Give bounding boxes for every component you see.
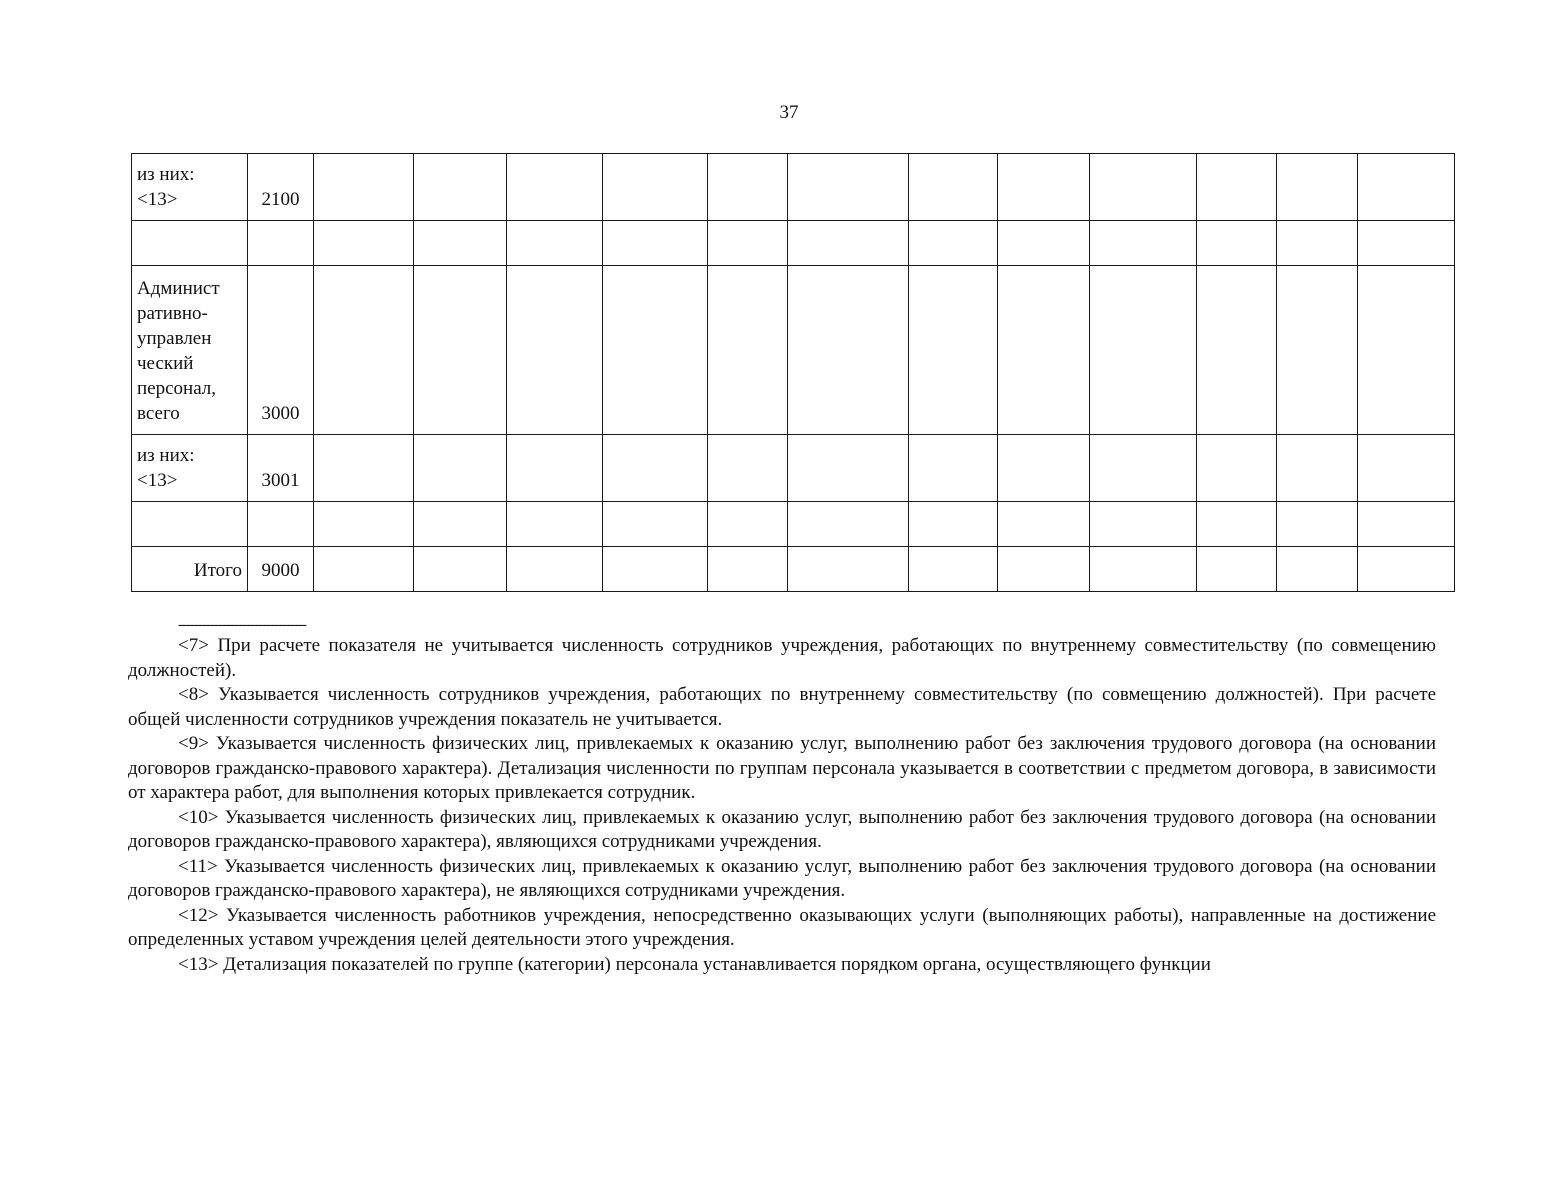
empty-cell — [507, 435, 603, 502]
footnote-12: <12> Указывается численность работников учреждения, непосредственно оказывающих услуги (выполняющих работы), направленные на достижение определенных уставом учреждения целей деятельности этого учреждения. — [128, 904, 1436, 950]
empty-cell — [1090, 435, 1197, 502]
row-label-line: <13> — [137, 470, 178, 491]
empty-cell — [1090, 221, 1197, 266]
empty-cell — [708, 547, 788, 592]
empty-cell — [1358, 154, 1455, 221]
empty-cell — [507, 266, 603, 435]
row-code: 3000 — [248, 266, 314, 435]
row-code: 3001 — [248, 435, 314, 502]
empty-cell — [414, 266, 507, 435]
empty-cell — [1197, 547, 1277, 592]
empty-cell — [314, 435, 414, 502]
empty-cell — [909, 547, 998, 592]
empty-cell — [603, 547, 708, 592]
row-label — [132, 154, 248, 221]
empty-cell — [788, 547, 909, 592]
empty-cell — [1358, 502, 1455, 547]
empty-cell — [1090, 502, 1197, 547]
empty-cell — [1277, 502, 1358, 547]
empty-cell — [708, 154, 788, 221]
empty-cell — [1358, 547, 1455, 592]
row-code: 9000 — [248, 547, 314, 592]
footnote-7: <7> При расчете показателя не учитывается численность сотрудников учреждения, работающих по внутреннему совместительству (по совмещению должностей). — [128, 635, 1436, 681]
footnotes — [128, 618, 1436, 977]
empty-cell — [1358, 221, 1455, 266]
empty-cell — [1277, 221, 1358, 266]
empty-cell — [414, 502, 507, 547]
page-number: 37 — [779, 102, 799, 123]
empty-cell — [507, 221, 603, 266]
footnote-8: <8> Указывается численность сотрудников учреждения, работающих по внутреннему совместительству (по совмещению должностей). При расчете общей численности сотрудников учреждения показатель не учитывается. — [128, 684, 1436, 730]
row-label-line: управлен — [137, 328, 212, 349]
table-row — [132, 154, 1455, 221]
empty-cell — [788, 266, 909, 435]
footnote-9: <9> Указывается численность физических лиц, привлекаемых к оказанию услуг, выполнению работ без заключения трудового договора (на основании договоров гражданско-правового характера). Детализация численности по группам персонала указывается в соответствии с предметом договора, в зависимости от характера работ, для выполнения которых привлекается сотрудник. — [128, 733, 1436, 803]
empty-cell — [788, 154, 909, 221]
row-label — [132, 502, 248, 547]
empty-cell — [998, 502, 1090, 547]
empty-cell — [314, 547, 414, 592]
row-label-line: из них: — [137, 445, 195, 466]
empty-cell — [1090, 266, 1197, 435]
footnote-13: <13> Детализация показателей по группе (категории) персонала устанавливается порядком органа, осуществляющего функции — [178, 953, 1211, 975]
empty-cell — [1277, 435, 1358, 502]
empty-cell — [603, 435, 708, 502]
row-label-line: <13> — [137, 189, 178, 210]
empty-cell — [788, 435, 909, 502]
empty-cell — [603, 266, 708, 435]
row-label — [132, 221, 248, 266]
empty-cell — [314, 266, 414, 435]
row-label-line: Админист — [137, 278, 220, 299]
empty-cell — [909, 154, 998, 221]
row-code: 2100 — [248, 154, 314, 221]
empty-cell — [708, 435, 788, 502]
row-label-line: ческий — [137, 353, 194, 374]
empty-cell — [507, 502, 603, 547]
empty-cell — [998, 435, 1090, 502]
empty-cell — [909, 502, 998, 547]
empty-cell — [1358, 266, 1455, 435]
footnote-11: <11> Указывается численность физических лиц, привлекаемых к оказанию услуг, выполнению работ без заключения трудового договора (на основании договоров гражданско-правового характера), не являющихся сотрудниками учреждения. — [128, 855, 1436, 901]
staff-table — [131, 153, 1455, 592]
empty-cell — [708, 502, 788, 547]
empty-cell — [507, 547, 603, 592]
empty-cell — [1090, 547, 1197, 592]
empty-cell — [314, 221, 414, 266]
empty-cell — [1277, 547, 1358, 592]
empty-cell — [1197, 221, 1277, 266]
empty-cell — [1277, 154, 1358, 221]
empty-cell — [788, 502, 909, 547]
row-label-line: всего — [137, 403, 180, 424]
footnote-separator: -------------------------------- — [178, 617, 306, 633]
empty-cell — [1197, 502, 1277, 547]
empty-cell — [998, 154, 1090, 221]
empty-cell — [1197, 266, 1277, 435]
empty-cell — [603, 502, 708, 547]
empty-cell — [507, 154, 603, 221]
row-label-line: из них: — [137, 164, 195, 185]
empty-cell — [1277, 266, 1358, 435]
empty-cell — [414, 221, 507, 266]
row-label-line: ративно- — [137, 303, 208, 324]
table-row — [132, 435, 1455, 502]
row-label — [132, 435, 248, 502]
empty-cell — [414, 154, 507, 221]
row-label-line: Итого — [193, 560, 242, 581]
empty-cell — [909, 266, 998, 435]
empty-cell — [909, 221, 998, 266]
table-row — [132, 266, 1455, 435]
empty-cell — [1090, 154, 1197, 221]
empty-cell — [1197, 154, 1277, 221]
table-row — [132, 221, 1455, 266]
row-label-line: персонал, — [137, 378, 217, 399]
empty-cell — [603, 221, 708, 266]
empty-cell — [708, 221, 788, 266]
empty-cell — [998, 266, 1090, 435]
empty-cell — [788, 221, 909, 266]
empty-cell — [909, 435, 998, 502]
row-label — [132, 266, 248, 435]
empty-cell — [1197, 435, 1277, 502]
empty-cell — [414, 547, 507, 592]
table-row — [132, 502, 1455, 547]
row-label — [132, 547, 248, 592]
row-code — [248, 221, 314, 266]
empty-cell — [998, 221, 1090, 266]
empty-cell — [998, 547, 1090, 592]
table-row — [132, 547, 1455, 592]
footnote-10: <10> Указывается численность физических лиц, привлекаемых к оказанию услуг, выполнению работ без заключения трудового договора (на основании договоров гражданско-правового характера), являющихся сотрудниками учреждения. — [128, 806, 1436, 852]
empty-cell — [314, 502, 414, 547]
empty-cell — [1358, 435, 1455, 502]
empty-cell — [708, 266, 788, 435]
empty-cell — [414, 435, 507, 502]
empty-cell — [603, 154, 708, 221]
row-code — [248, 502, 314, 547]
empty-cell — [314, 154, 414, 221]
